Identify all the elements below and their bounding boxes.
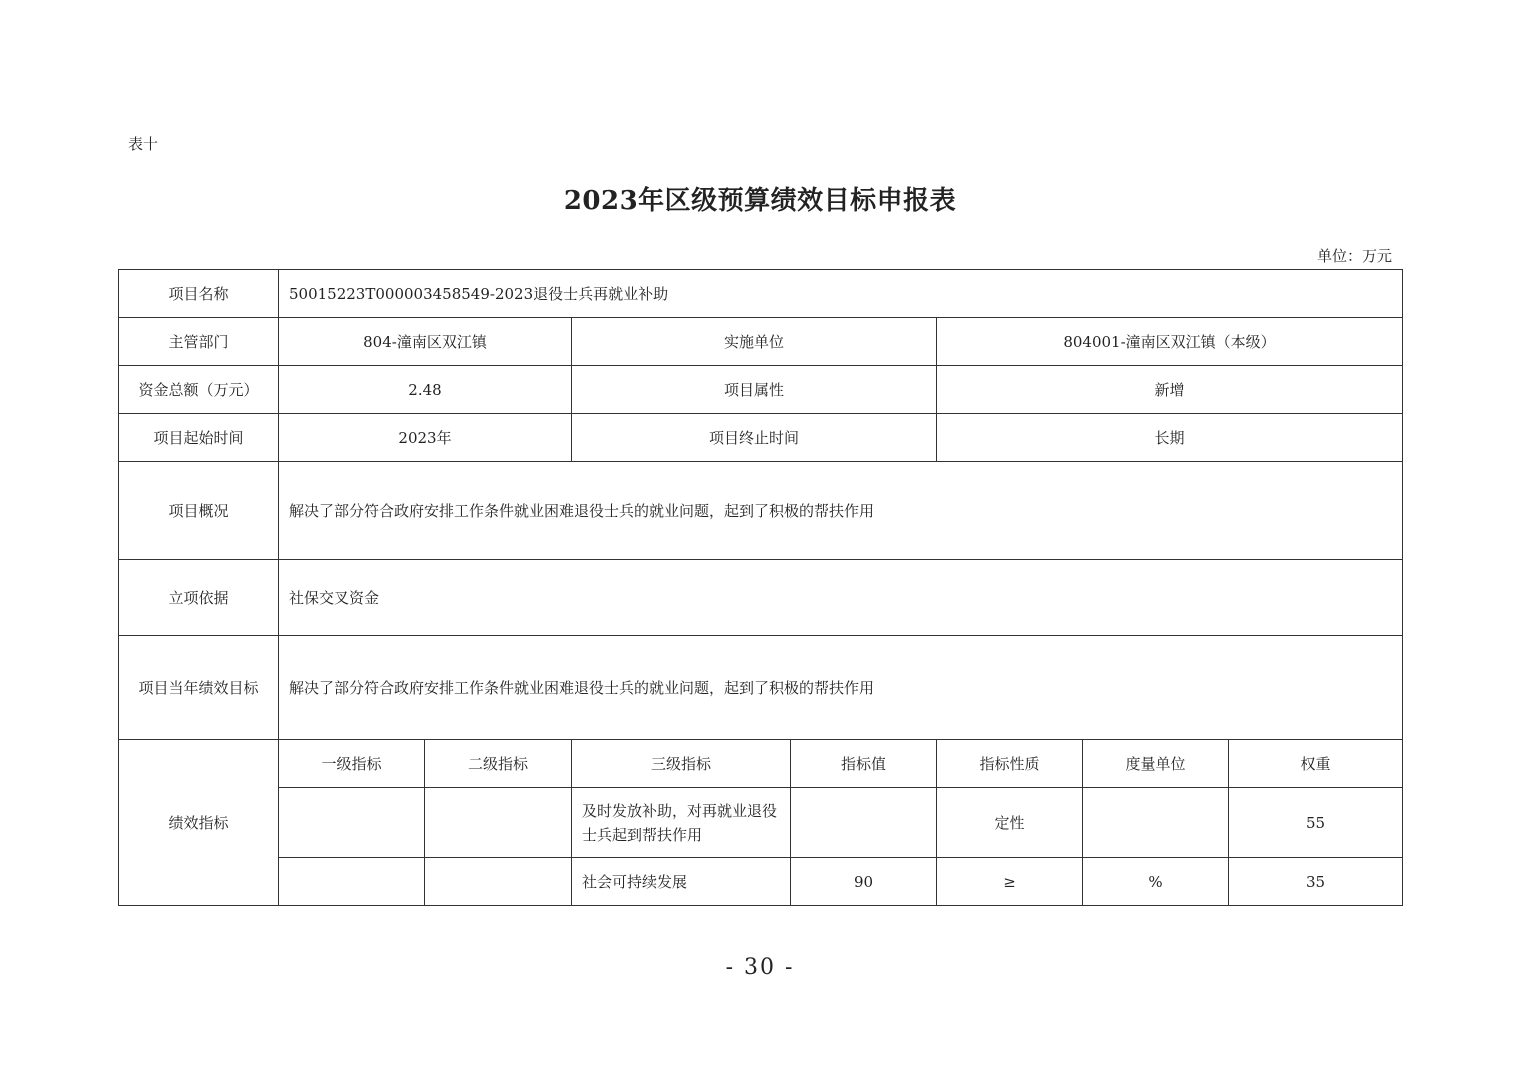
project-attribute-label: 项目属性 — [572, 366, 937, 414]
indicator-row — [119, 788, 1403, 858]
indicator-level3: 社会可持续发展 — [572, 858, 791, 906]
row-period — [119, 414, 1403, 462]
start-time-label: 项目起始时间 — [119, 414, 279, 462]
indicator-nature: 定性 — [937, 788, 1083, 858]
annual-goal-label: 项目当年绩效目标 — [119, 636, 279, 740]
department-value: 804-潼南区双江镇 — [279, 318, 572, 366]
indicators-section-label: 绩效指标 — [119, 740, 279, 906]
header-level1: 一级指标 — [279, 740, 425, 788]
basis-value: 社保交叉资金 — [279, 560, 1403, 636]
total-funds-label: 资金总额（万元） — [119, 366, 279, 414]
indicator-level3: 及时发放补助，对再就业退役士兵起到帮扶作用 — [572, 788, 791, 858]
header-value: 指标值 — [791, 740, 937, 788]
unit-label: 单位：万元 — [1316, 247, 1392, 265]
budget-target-table — [118, 269, 1403, 906]
indicator-unit — [1083, 788, 1229, 858]
row-annual-goal — [119, 636, 1403, 740]
page-title: 2023年区级预算绩效目标申报表 — [563, 186, 957, 216]
row-department — [119, 318, 1403, 366]
implementing-unit-value: 804001-潼南区双江镇（本级） — [937, 318, 1403, 366]
project-name-label: 项目名称 — [119, 270, 279, 318]
department-label: 主管部门 — [119, 318, 279, 366]
page-number: - 30 - — [725, 955, 795, 980]
header-weight: 权重 — [1229, 740, 1403, 788]
indicator-nature: ≥ — [937, 858, 1083, 906]
header-level3: 三级指标 — [572, 740, 791, 788]
header-nature: 指标性质 — [937, 740, 1083, 788]
basis-label: 立项依据 — [119, 560, 279, 636]
row-overview — [119, 462, 1403, 560]
indicator-row — [119, 858, 1403, 906]
indicator-value: 90 — [791, 858, 937, 906]
indicator-weight: 55 — [1229, 788, 1403, 858]
header-unit: 度量单位 — [1083, 740, 1229, 788]
overview-value: 解决了部分符合政府安排工作条件就业困难退役士兵的就业问题，起到了积极的帮扶作用 — [279, 462, 1403, 560]
project-attribute-value: 新增 — [937, 366, 1403, 414]
indicator-level1 — [279, 788, 425, 858]
project-name-value: 50015223T000003458549-2023退役士兵再就业补助 — [279, 270, 1403, 318]
total-funds-value: 2.48 — [279, 366, 572, 414]
indicator-weight: 35 — [1229, 858, 1403, 906]
indicator-value — [791, 788, 937, 858]
table-number-label: 表十 — [128, 135, 159, 153]
end-time-value: 长期 — [937, 414, 1403, 462]
row-funds — [119, 366, 1403, 414]
end-time-label: 项目终止时间 — [572, 414, 937, 462]
indicator-level2 — [425, 858, 572, 906]
implementing-unit-label: 实施单位 — [572, 318, 937, 366]
indicator-unit: % — [1083, 858, 1229, 906]
start-time-value: 2023年 — [279, 414, 572, 462]
indicator-level1 — [279, 858, 425, 906]
overview-label: 项目概况 — [119, 462, 279, 560]
row-project-name — [119, 270, 1403, 318]
indicator-header-row — [119, 740, 1403, 788]
header-level2: 二级指标 — [425, 740, 572, 788]
annual-goal-value: 解决了部分符合政府安排工作条件就业困难退役士兵的就业问题，起到了积极的帮扶作用 — [279, 636, 1403, 740]
indicator-level2 — [425, 788, 572, 858]
row-basis — [119, 560, 1403, 636]
